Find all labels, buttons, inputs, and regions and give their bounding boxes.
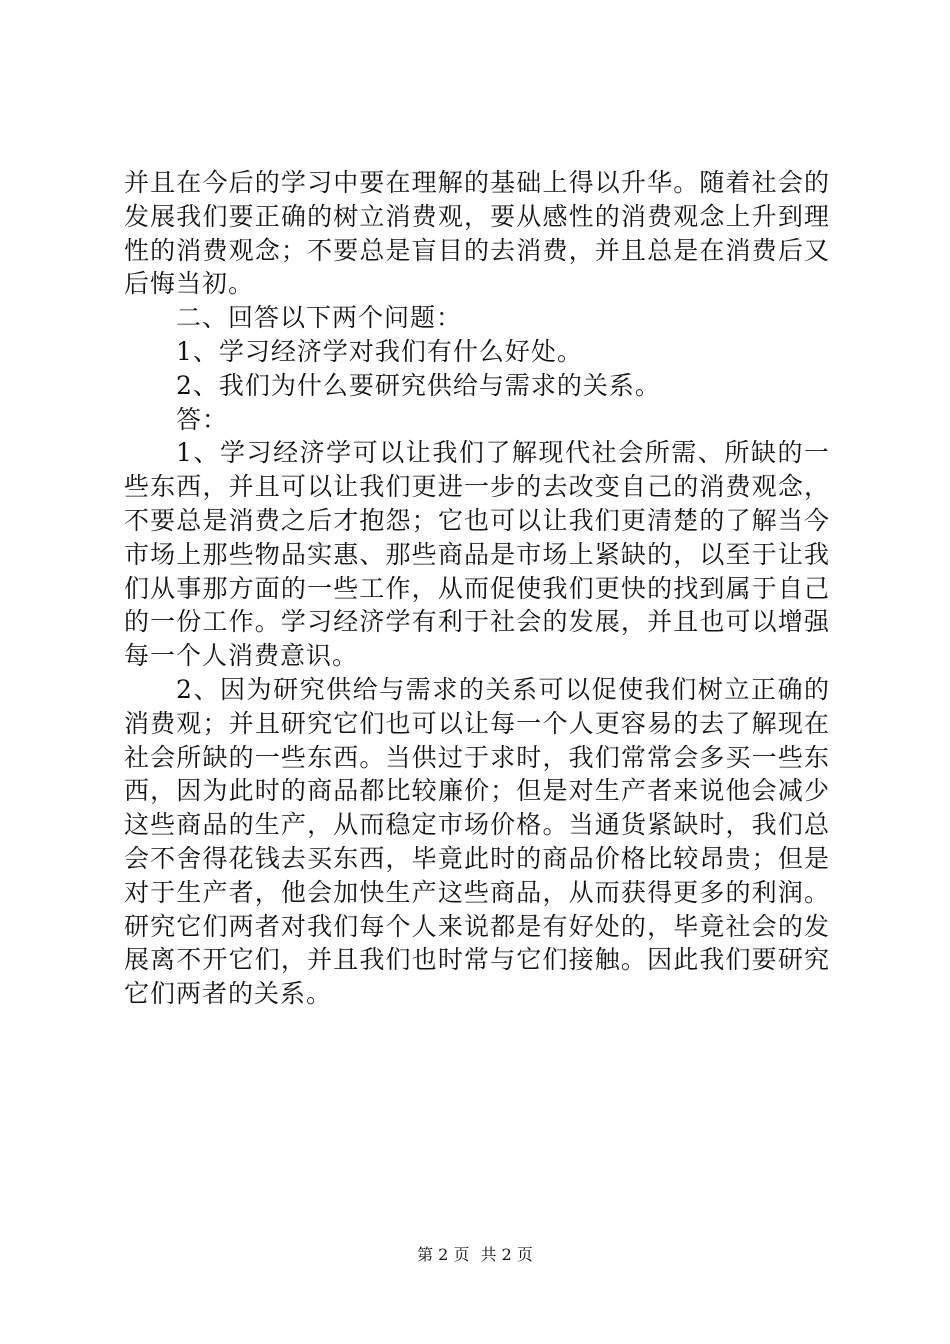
answer-label: 答：	[176, 404, 229, 434]
question-2: 2、我们为什么要研究供给与需求的关系。	[176, 370, 661, 400]
section-heading: 二、回答以下两个问题：	[176, 303, 463, 333]
paragraph-continuation: 并且在今后的学习中要在理解的基础上得以升华。随着社会的发展我们要正确的树立消费观，要从感性的消费观念上升到理性的消费观念；不要总是盲目的去消费，并且总是在消费后又后悔当初。	[124, 168, 830, 299]
total-pages: 共 2 页	[480, 1245, 533, 1264]
document-body	[124, 166, 830, 1011]
page-number: 第 2 页	[417, 1245, 470, 1264]
answer-1: 1、学习经济学可以让我们了解现代社会所需、所缺的一些东西，并且可以让我们更进一步的去改变自己的消费观念，不要总是消费之后才抱怨；它也可以让我们更清楚的了解当今市场上那些物品实惠、那些商品是市场上紧缺的，以至于让我们从事那方面的一些工作，从而促使我们更快的找到属于自己的一份工作。学习经济学有利于社会的发展，并且也可以增强每一个人消费意识。	[124, 438, 830, 671]
answer-2: 2、因为研究供给与需求的关系可以促使我们树立正确的消费观；并且研究它们也可以让每一个人更容易的去了解现在社会所缺的一些东西。当供过于求时，我们常常会多买一些东西，因为此时的商品都比较廉价；但是对生产者来说他会减少这些商品的生产，从而稳定市场价格。当通货紧缺时，我们总会不舍得花钱去买东西，毕竟此时的商品价格比较昂贵；但是对于生产者，他会加快生产这些商品，从而获得更多的利润。研究它们两者对我们每个人来说都是有好处的，毕竟社会的发展离不开它们，并且我们也时常与它们接触。因此我们要研究它们两者的关系。	[124, 674, 830, 1009]
page-footer	[0, 1244, 950, 1266]
question-1: 1、学习经济学对我们有什么好处。	[176, 336, 583, 366]
